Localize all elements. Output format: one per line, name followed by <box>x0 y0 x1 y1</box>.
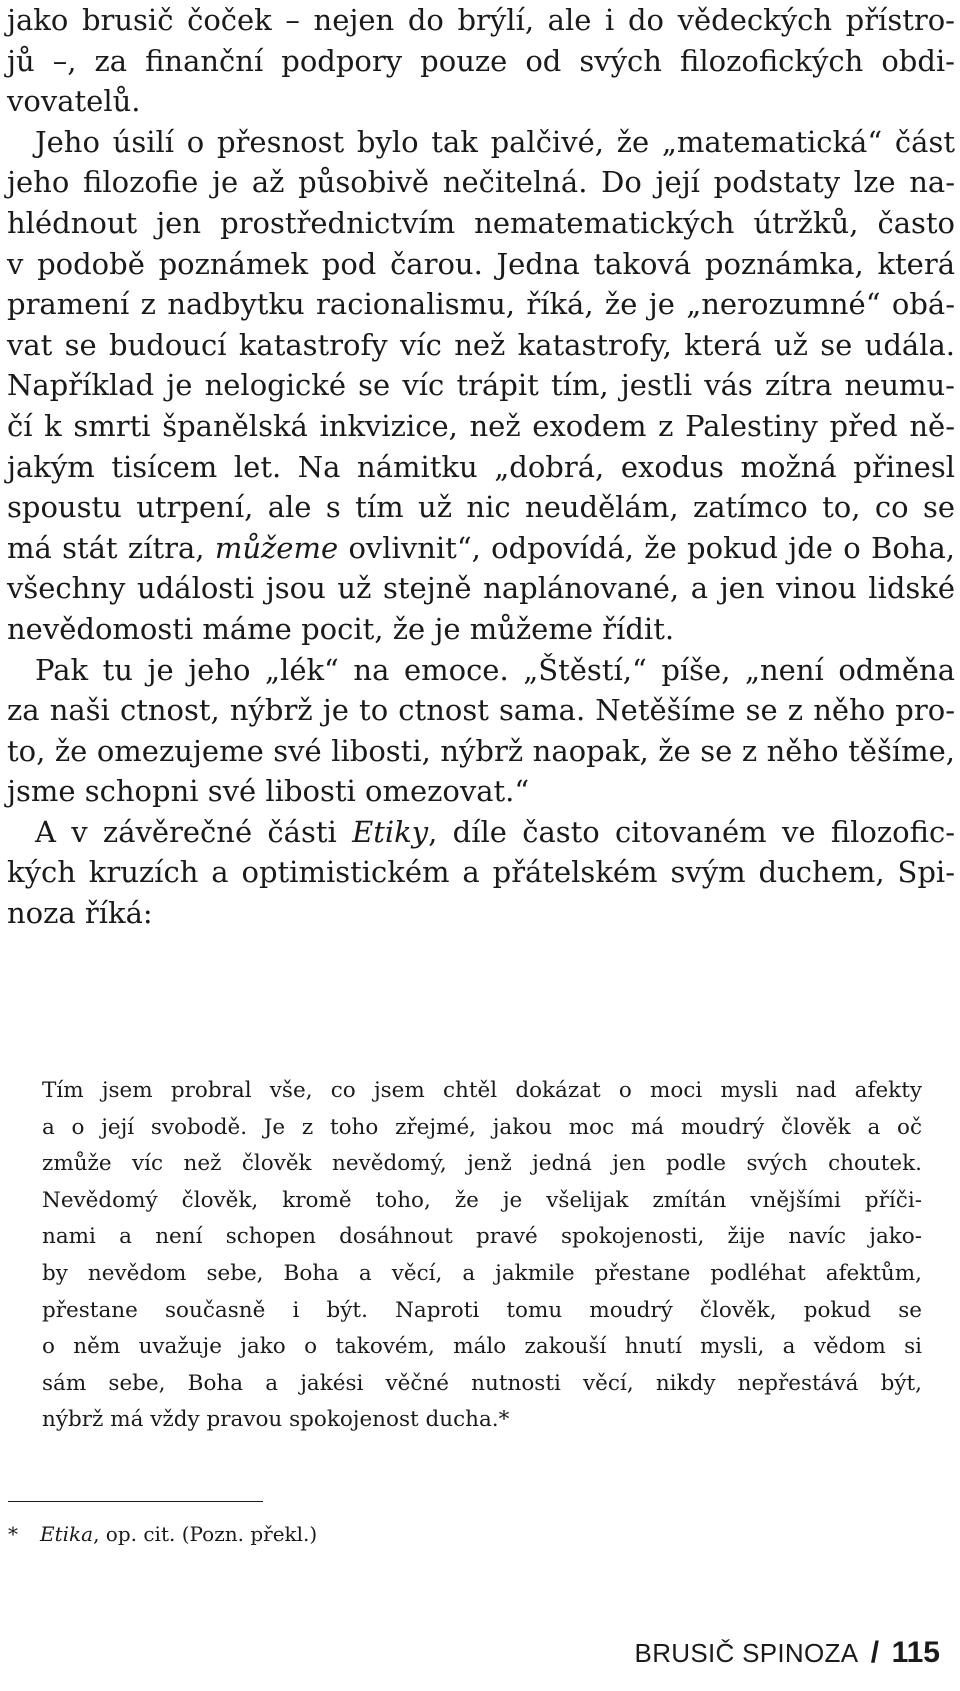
body-line: vat se budoucí katastrofy víc než katastrofy, která už se udála. <box>7 327 955 362</box>
running-title: BRUSIČ SPINOZA <box>634 1638 859 1668</box>
body-line: jů –, za finanční podpory pouze od svých filozofických obdi- <box>7 43 955 78</box>
page-number: 115 <box>891 1636 940 1669</box>
emphasis-text: můžeme <box>214 530 339 565</box>
emphasis-text: Etiky <box>352 814 429 849</box>
footnote-mark: * <box>8 1522 18 1546</box>
paragraph-start-line: Pak tu je jeho „lék“ na emoce. „Štěstí,“ píše, „není odměna <box>35 652 955 687</box>
quote-line: a o její svobodě. Je z toho zřejmé, jakou moc má moudrý člověk a oč <box>42 1114 922 1140</box>
quote-line: nami a není schopen dosáhnout pravé spokojenosti, žije navíc jako- <box>42 1224 922 1250</box>
body-line: čí k smrti španělská inkvizice, než exodem z Palestiny před ně- <box>7 408 955 443</box>
quote-line: Tím jsem probral vše, co jsem chtěl dokázat o moci mysli nad afekty <box>42 1078 922 1103</box>
quote-line: přestane současně i být. Naproti tomu moudrý člověk, pokud se <box>42 1297 922 1323</box>
body-line: vovatelů. <box>7 84 141 119</box>
body-line: jako brusič čoček – nejen do brýlí, ale i do vědeckých přístro- <box>7 3 955 37</box>
quote-line: o něm uvažuje jako o takovém, málo zakouší hnutí mysli, a vědom si <box>42 1334 922 1360</box>
paragraph-start-line: Jeho úsilí o přesnost bylo tak palčivé, že „matematická“ část <box>35 124 955 159</box>
running-footer <box>635 1636 940 1670</box>
footnote <box>8 1520 317 1548</box>
quote-line: sám sebe, Boha a jakési věčné nutnosti věcí, nikdy nepřestává být, <box>42 1370 922 1396</box>
body-line: Například je nelogické se víc trápit tím, jestli vás zítra neumu- <box>7 368 955 403</box>
body-line: za naši ctnost, nýbrž je to ctnost sama. Netěšíme se z něho pro- <box>7 693 955 728</box>
quote-line: nýbrž má vždy pravou spokojenost ducha.* <box>42 1407 510 1433</box>
body-line: jsme schopni své libosti omezovat.“ <box>7 774 530 809</box>
body-line: hlédnout jen prostřednictvím nematematických útržků, často <box>7 205 955 240</box>
body-line: nevědomosti máme pocit, že je můžeme řídit. <box>7 611 675 646</box>
block-quote <box>42 1073 922 1439</box>
footnote-text: , op. cit. (Pozn. překl.) <box>93 1522 318 1546</box>
body-line: to, že omezujeme své libosti, nýbrž naopak, že se z něho těšíme, <box>7 733 955 768</box>
quote-line: Nevědomý člověk, kromě toho, že je všelijak zmítán vnějšími příči- <box>42 1187 922 1213</box>
paragraph-start-line-with-emphasis <box>7 812 955 853</box>
footnote-divider <box>8 1501 263 1502</box>
body-line: noza říká: <box>7 896 153 931</box>
body-line: všechny události jsou už stejně naplánované, a jen vinou lidské <box>7 571 955 606</box>
body-line: kých kruzích a optimistickém a přátelském svým duchem, Spi- <box>7 855 955 890</box>
text-segment: , díle často citovaném ve filozofic- <box>428 814 956 849</box>
body-line: jeho filozofie je až působivě nečitelná. Do její podstaty lze na- <box>7 165 955 200</box>
text-segment: má stát zítra, <box>7 530 205 565</box>
text-segment: ovlivnit“, odpovídá, že pokud jde o Boha, <box>348 530 955 565</box>
body-line: v podobě poznámek pod čarou. Jedna taková poznámka, která <box>7 246 955 281</box>
footer-separator: / <box>870 1636 880 1669</box>
footnote-title: Etika <box>40 1522 94 1546</box>
body-line-with-emphasis <box>7 528 955 569</box>
quote-line: zmůže víc než člověk nevědomý, jenž jedná jen podle svých choutek. <box>42 1151 922 1177</box>
body-text <box>7 0 955 934</box>
body-line: spoustu utrpení, ale s tím už nic neudělám, zatímco to, co se <box>7 490 955 525</box>
body-line: pramení z nadbytku racionalismu, říká, že je „nerozumné“ obá- <box>7 287 955 322</box>
body-line: jakým tisícem let. Na námitku „dobrá, exodus možná přinesl <box>7 449 955 484</box>
quote-line: by nevědom sebe, Boha a věcí, a jakmile přestane podléhat afektům, <box>42 1260 922 1286</box>
text-segment: A v závěrečné části <box>35 814 337 849</box>
